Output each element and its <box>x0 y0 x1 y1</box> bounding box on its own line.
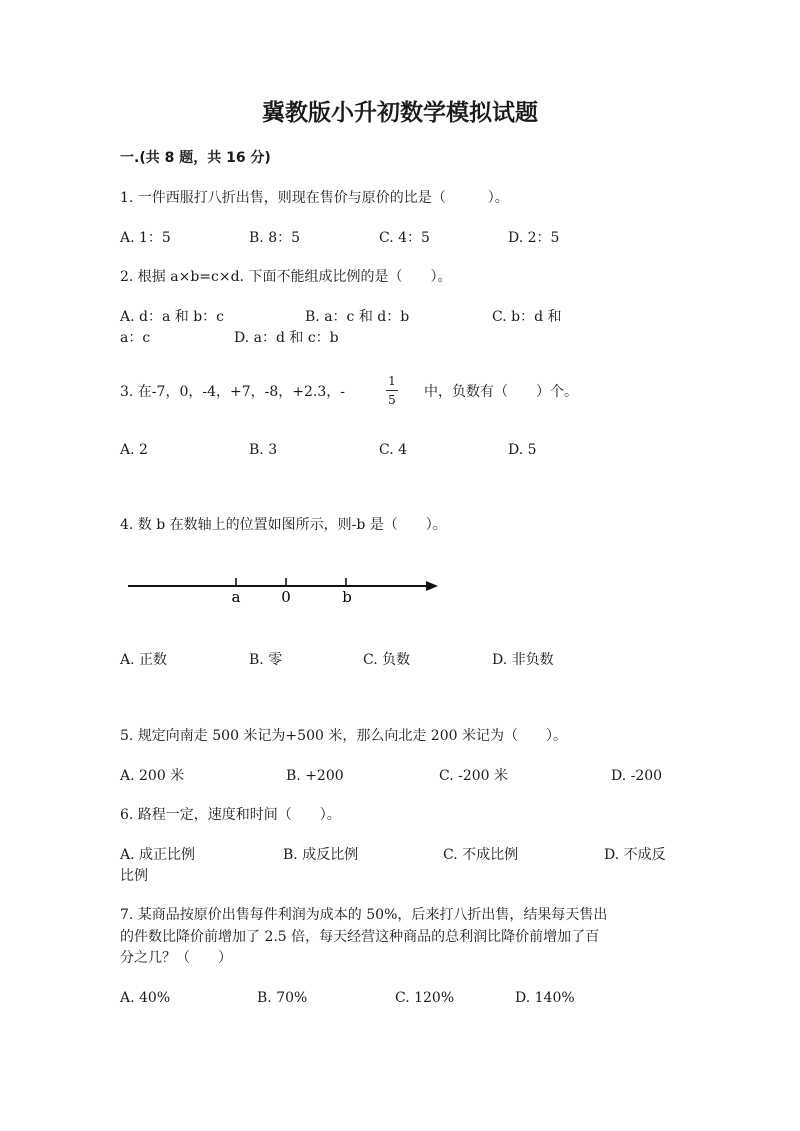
question-6-stem: 6. 路程一定，速度和时间（ ）。 <box>120 807 341 823</box>
q7-option-a: A. 40% <box>120 990 171 1006</box>
q5-option-c: C. -200 米 <box>439 768 509 784</box>
question-4-stem: 4. 数 b 在数轴上的位置如图所示，则-b 是（ ）。 <box>120 517 447 533</box>
q2-option-c-continued: a：c <box>120 330 151 346</box>
q4-option-a: A. 正数 <box>120 652 168 668</box>
q7-option-d: D. 140% <box>515 990 575 1006</box>
q3-fraction-bar <box>386 390 398 391</box>
label-a: a <box>231 588 241 606</box>
q6-option-a: A. 成正比例 <box>120 847 196 863</box>
q3-fraction-numerator: 1 <box>388 374 396 388</box>
q7-option-c: C. 120% <box>395 990 455 1006</box>
question-5-stem: 5. 规定向南走 500 米记为+500 米，那么向北走 200 米记为（ ）。 <box>120 728 567 744</box>
label-0: 0 <box>281 588 291 606</box>
question-3-stem: 3. 在-7，0，-4，+7，-8，+2.3，- <box>120 384 345 400</box>
q5-option-d: D. -200 <box>611 768 663 784</box>
q1-option-a: A. 1：5 <box>120 230 171 246</box>
q2-option-d: D. a：d 和 c：b <box>234 330 339 346</box>
page-title: 冀教版小升初数学模拟试题 <box>262 100 538 126</box>
question-1-stem: 1. 一件西服打八折出售，则现在售价与原价的比是（ ）。 <box>120 190 509 206</box>
q6-option-c: C. 不成比例 <box>443 847 519 863</box>
q1-option-c: C. 4：5 <box>379 230 430 246</box>
question-7-stem-line-3: 分之几？（ ） <box>120 950 232 966</box>
q6-option-d-continued: 比例 <box>120 868 148 884</box>
q3-option-b: B. 3 <box>249 442 278 458</box>
q4-option-d: D. 非负数 <box>492 652 554 668</box>
q1-option-d: D. 2：5 <box>508 230 560 246</box>
q3-fraction-denominator: 5 <box>388 393 396 407</box>
section-heading: 一.(共 8 题，共 16 分) <box>120 150 271 166</box>
q2-option-b: B. a：c 和 d：b <box>305 309 410 325</box>
number-line-arrow <box>426 581 438 591</box>
number-line-figure <box>120 570 450 610</box>
question-3-stem-continued: 中，负数有（ ）个。 <box>424 384 578 400</box>
question-2-stem: 2. 根据 a×b=c×d. 下面不能组成比例的是（ ）。 <box>120 269 452 285</box>
q4-option-b: B. 零 <box>249 652 283 668</box>
q5-option-b: B. +200 <box>286 768 344 784</box>
q4-option-c: C. 负数 <box>363 652 411 668</box>
q6-option-d: D. 不成反 <box>604 847 666 863</box>
q3-fraction <box>382 375 402 406</box>
label-b: b <box>342 588 352 606</box>
q2-option-c: C. b：d 和 <box>492 309 562 325</box>
q7-option-b: B. 70% <box>257 990 308 1006</box>
question-7-stem-line-2: 的件数比降价前增加了 2.5 倍，每天经营这种商品的总利润比降价前增加了百 <box>120 929 600 945</box>
question-7-stem-line-1: 7. 某商品按原价出售每件利润为成本的 50%，后来打八折出售，结果每天售出 <box>120 907 608 923</box>
q3-option-c: C. 4 <box>379 442 408 458</box>
q3-option-a: A. 2 <box>120 442 148 458</box>
q2-option-a: A. d：a 和 b：c <box>120 309 225 325</box>
q5-option-a: A. 200 米 <box>120 768 185 784</box>
q1-option-b: B. 8：5 <box>249 230 301 246</box>
q3-option-d: D. 5 <box>508 442 537 458</box>
q6-option-b: B. 成反比例 <box>283 847 359 863</box>
